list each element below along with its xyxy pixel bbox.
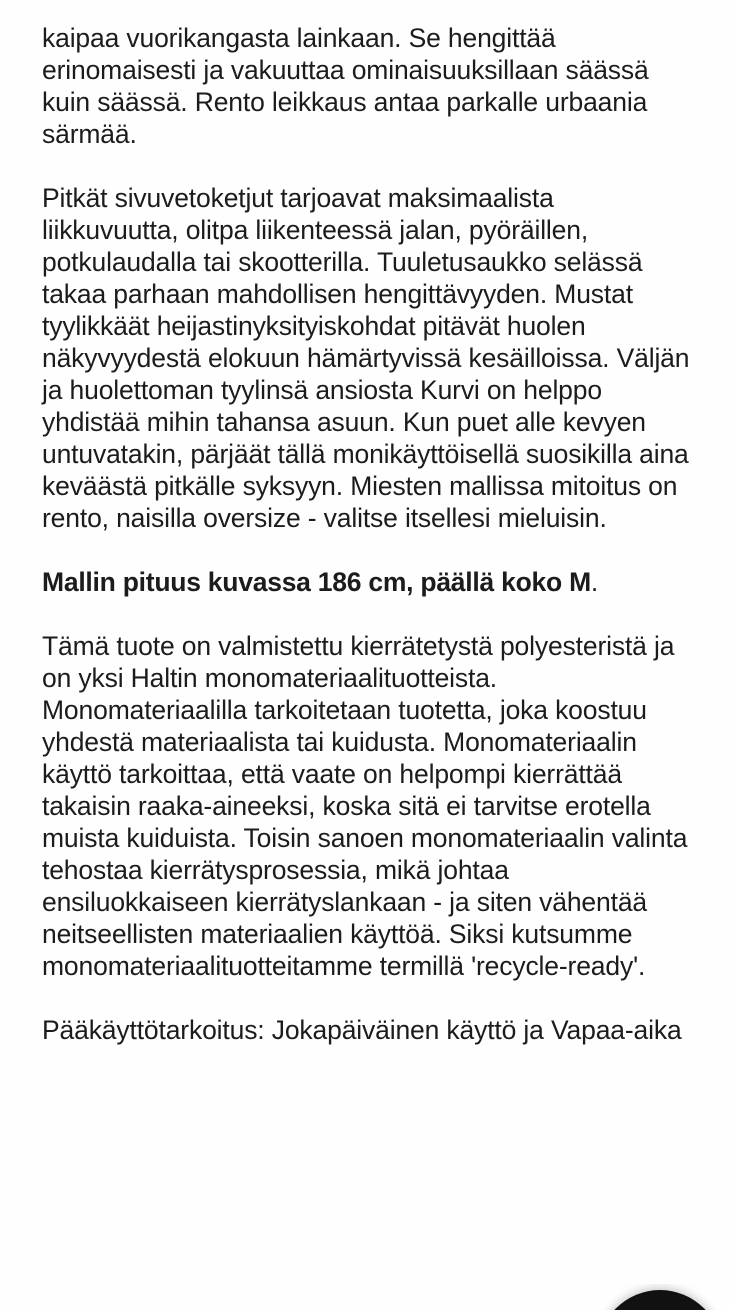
chat-fab-button[interactable] — [598, 1290, 722, 1310]
paragraph-monomaterial-recycling: Tämä tuote on valmistettu kierrätetystä polyesteristä ja on yksi Haltin monomateriaalituotteista. Monomateriaalilla tarkoitetaan tuotetta, joka koostuu yhdestä materiaalista tai kuidusta. Monomateriaalin käyttö tarkoittaa, että vaate on helpompi kierrättää takaisin raaka-aineeksi, koska sitä ei tarvitse erotella muista kuiduista. Toisin sanoen monomateriaalin valinta tehostaa kierrätysprosessia, mikä johtaa ensiluokkaiseen kierrätyslankaan - ja siten vähentää neitseellisten materiaalien käyttöä. Siksi kutsumme monomateriaalituotteitamme termillä 'recycle-ready'. — [42, 631, 688, 981]
product-description-content — [42, 22, 694, 1046]
paragraph-primary-use: Pääkäyttötarkoitus: Jokapäiväinen käyttö ja Vapaa-aika — [42, 1015, 682, 1045]
paragraph-fabric-breathability: kaipaa vuorikangasta lainkaan. Se hengittää erinomaisesti ja vakuuttaa ominaisuuksillaan säässä kuin säässä. Rento leikkaus antaa parkalle urbaania särmää. — [42, 23, 649, 149]
floating-action-button-region — [0, 1284, 730, 1310]
paragraph-model-measurement — [42, 566, 694, 598]
model-measurement-period: . — [590, 567, 599, 597]
model-measurement-text: Mallin pituus kuvassa 186 cm, päällä koko M — [42, 567, 591, 597]
paragraph-features-mobility: Pitkät sivuvetoketjut tarjoavat maksimaalista liikkuvuutta, olitpa liikenteessä jalan, pyöräillen, potkulaudalla tai skootterilla. Tuuletusaukko selässä takaa parhaan mahdollisen hengittävyyden. Mustat tyylikkäät heijastinyksityiskohdat pitävät huolen näkyvyydestä elokuun hämärtyvissä kesäilloissa. Väljän ja huolettoman tyylinsä ansiosta Kurvi on helppo yhdistää mihin tahansa asuun. Kun puet alle kevyen untuvatakin, pärjäät tällä monikäyttöisellä suosikilla aina keväästä pitkälle syksyyn. Miesten mallissa mitoitus on rento, naisilla oversize - valitse itsellesi mieluisin. — [42, 183, 690, 533]
